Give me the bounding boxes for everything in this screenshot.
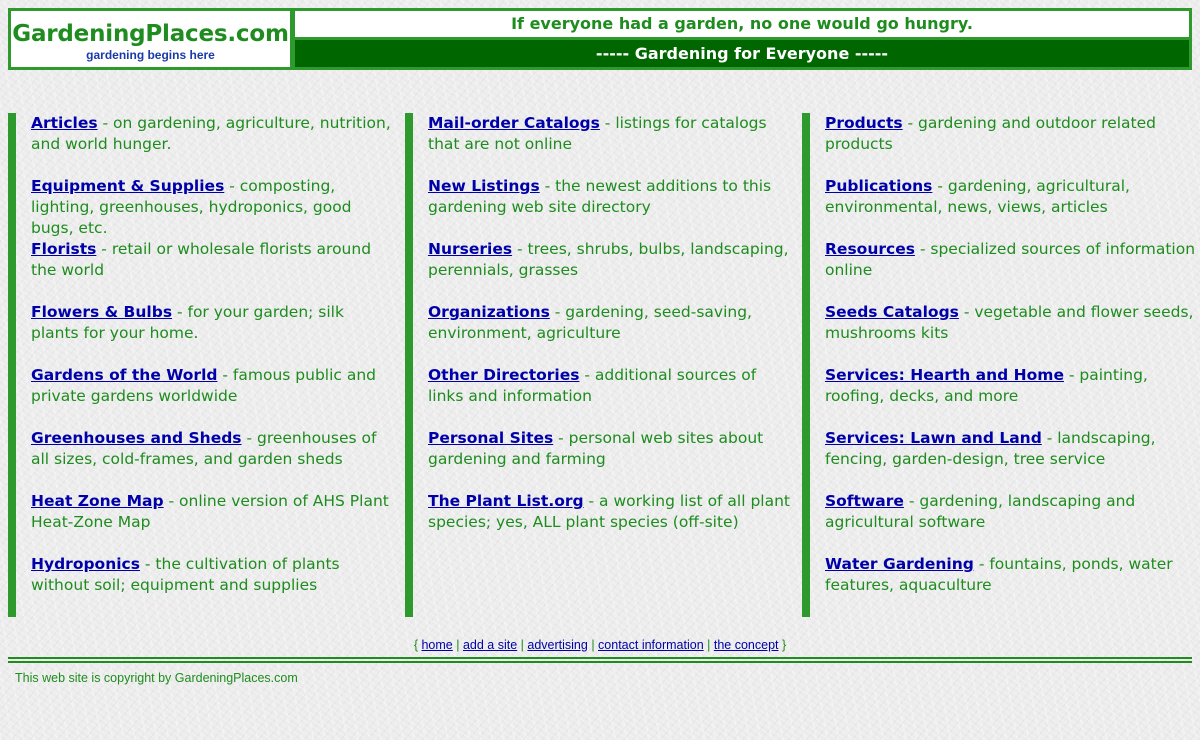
site-title[interactable]: GardeningPlaces.com [12,21,289,47]
category-description: - listings for catalogs that are not online [428,114,767,153]
category-description: - trees, shrubs, bulbs, landscaping, perennials, grasses [428,240,789,279]
category-description: - personal web sites about gardening and farming [428,429,764,468]
directory-entry [428,365,793,407]
category-description: - gardening, agricultural, environmental, news, views, articles [825,177,1130,216]
footer-link-contact-information[interactable]: contact information [598,638,704,652]
directory-entry [31,176,396,239]
category-link-personal-sites[interactable]: Personal Sites [428,429,554,447]
category-link-mail-order-catalogs[interactable]: Mail-order Catalogs [428,114,600,132]
directory-entry [825,302,1197,344]
category-link-products[interactable]: Products [825,114,903,132]
directory-entry [825,491,1197,533]
category-link-heat-zone-map[interactable]: Heat Zone Map [31,492,164,510]
category-link-gardens-of-the-world[interactable]: Gardens of the World [31,366,218,384]
directory-entry [428,239,793,281]
category-description: - online version of AHS Plant Heat-Zone Map [31,492,389,531]
slogan-banner: ----- Gardening for Everyone ----- [295,40,1189,67]
category-description: - for your garden; silk plants for your home. [31,303,344,342]
directory-column-3 [802,113,1196,617]
category-description: - specialized sources of information online [825,240,1196,279]
category-link-other-directories[interactable]: Other Directories [428,366,580,384]
footer-separator: | [517,638,528,652]
footer-separator: | [452,638,463,652]
category-link-greenhouses-sheds[interactable]: Greenhouses and Sheds [31,429,242,447]
site-logo[interactable] [11,11,290,67]
column-divider-bar [405,113,413,617]
directory-entry [31,113,396,155]
directory-entry [428,176,793,218]
directory-column-2 [405,113,791,617]
category-description: - landscaping, fencing, garden-design, tree service [825,429,1156,468]
category-link-seeds-catalogs[interactable]: Seeds Catalogs [825,303,959,321]
footer-separator: | [703,638,714,652]
directory-entry [428,302,793,344]
category-link-flowers-bulbs[interactable]: Flowers & Bulbs [31,303,173,321]
directory-entry [825,428,1197,470]
category-link-services-lawn-land[interactable]: Services: Lawn and Land [825,429,1042,447]
category-link-hydroponics[interactable]: Hydroponics [31,555,140,573]
directory-entry [31,491,396,533]
category-link-articles[interactable]: Articles [31,114,98,132]
footer-nav [0,637,1200,653]
category-description: - famous public and private gardens worldwide [31,366,377,405]
category-link-services-hearth-home[interactable]: Services: Hearth and Home [825,366,1064,384]
category-description: - gardening, landscaping and agricultural software [825,492,1136,531]
directory-entry [428,428,793,470]
directory-entry [428,491,793,533]
copyright-notice: This web site is copyright by GardeningPlaces.com [15,671,298,685]
category-link-organizations[interactable]: Organizations [428,303,550,321]
directory-entry [31,302,396,344]
directory-entry [428,113,793,155]
directory-entry [31,428,396,470]
category-link-water-gardening[interactable]: Water Gardening [825,555,974,573]
site-header [8,8,1192,70]
category-description: - gardening, seed-saving, environment, agriculture [428,303,752,342]
category-link-publications[interactable]: Publications [825,177,933,195]
category-link-new-listings[interactable]: New Listings [428,177,540,195]
directory-column-1 [8,113,391,617]
category-description: - on gardening, agriculture, nutrition, and world hunger. [31,114,391,153]
footer-link-advertising[interactable]: advertising [527,638,588,652]
directory-entry [825,113,1197,155]
directory-entry [31,365,396,407]
category-link-equipment-supplies[interactable]: Equipment & Supplies [31,177,225,195]
footer-brace-close: } [778,638,787,652]
category-description: - the newest additions to this gardening web site directory [428,177,772,216]
footer-link-add-a-site[interactable]: add a site [462,638,518,652]
directory-entry [825,554,1197,596]
category-description: - the cultivation of plants without soil; equipment and supplies [31,555,340,594]
directory-entry [825,365,1197,407]
category-description: - composting, lighting, greenhouses, hydroponics, good bugs, etc. [31,177,352,237]
footer-link-the-concept[interactable]: the concept [713,638,779,652]
category-link-resources[interactable]: Resources [825,240,915,258]
category-description: - additional sources of links and information [428,366,757,405]
category-description: - painting, roofing, decks, and more [825,366,1148,405]
category-link-florists[interactable]: Florists [31,240,97,258]
column-divider-bar [802,113,810,617]
column-divider-bar [8,113,16,617]
footer-divider [8,657,1192,659]
category-link-nurseries[interactable]: Nurseries [428,240,513,258]
category-description: - vegetable and flower seeds, mushrooms kits [825,303,1194,342]
category-link-the-plant-list[interactable]: The Plant List.org [428,492,584,510]
category-description: - gardening and outdoor related products [825,114,1156,153]
category-description: - greenhouses of all sizes, cold-frames, and garden sheds [31,429,377,468]
directory-entry [825,239,1197,281]
category-description: - fountains, ponds, water features, aquaculture [825,555,1173,594]
footer-link-home[interactable]: home [421,638,453,652]
category-link-software[interactable]: Software [825,492,904,510]
directory-entry [825,176,1197,218]
footer-divider [8,661,1192,663]
site-tagline: gardening begins here [86,48,215,62]
directory-entry [31,239,396,281]
motto-banner: If everyone had a garden, no one would go hungry. [295,11,1189,37]
footer-separator: | [587,638,599,652]
category-description: - retail or wholesale florists around the world [31,240,372,279]
footer-brace-open: { [413,638,422,652]
directory-entry [31,554,396,596]
category-description: - a working list of all plant species; yes, ALL plant species (off-site) [428,492,791,531]
